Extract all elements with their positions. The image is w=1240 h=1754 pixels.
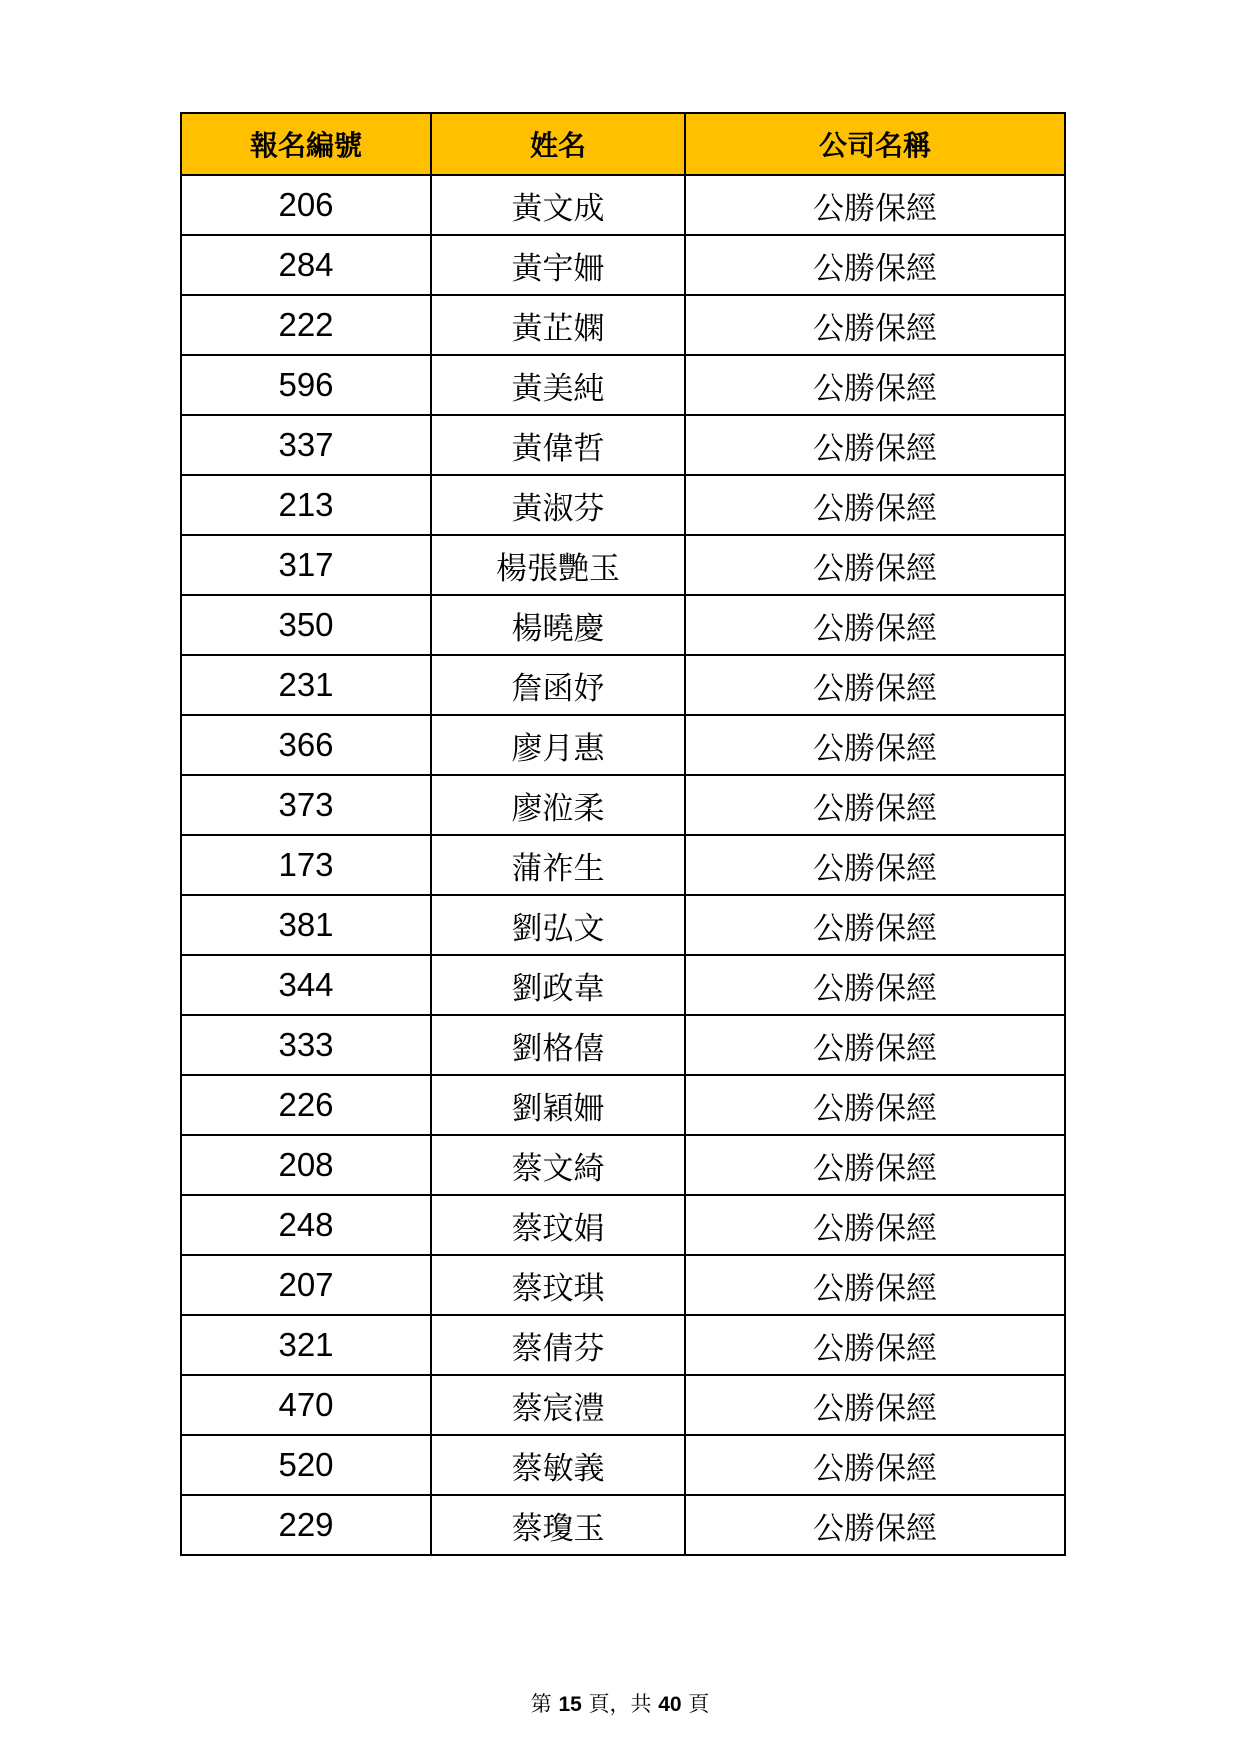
registration-number-cell: 208 (181, 1135, 431, 1195)
registration-number-cell: 231 (181, 655, 431, 715)
company-cell: 公勝保經 (685, 1195, 1065, 1255)
column-header-registration-number: 報名編號 (181, 113, 431, 175)
registration-number-cell: 248 (181, 1195, 431, 1255)
registration-number-cell: 470 (181, 1375, 431, 1435)
name-cell: 蔡敏義 (431, 1435, 685, 1495)
company-cell: 公勝保經 (685, 1315, 1065, 1375)
company-cell: 公勝保經 (685, 535, 1065, 595)
name-cell: 蔡瓊玉 (431, 1495, 685, 1555)
registration-number-cell: 173 (181, 835, 431, 895)
registration-number-cell: 381 (181, 895, 431, 955)
registration-number-cell: 321 (181, 1315, 431, 1375)
company-cell: 公勝保經 (685, 955, 1065, 1015)
name-cell: 劉弘文 (431, 895, 685, 955)
company-cell: 公勝保經 (685, 415, 1065, 475)
registration-number-cell: 213 (181, 475, 431, 535)
registration-number-cell: 333 (181, 1015, 431, 1075)
table-row (181, 1135, 1065, 1195)
registration-number-cell: 373 (181, 775, 431, 835)
company-cell: 公勝保經 (685, 1495, 1065, 1555)
name-cell: 廖月惠 (431, 715, 685, 775)
name-cell: 蔡倩芬 (431, 1315, 685, 1375)
table-row (181, 775, 1065, 835)
name-cell: 楊曉慶 (431, 595, 685, 655)
company-cell: 公勝保經 (685, 715, 1065, 775)
company-cell: 公勝保經 (685, 1435, 1065, 1495)
company-cell: 公勝保經 (685, 475, 1065, 535)
table-row (181, 475, 1065, 535)
registration-number-cell: 284 (181, 235, 431, 295)
table-row (181, 1495, 1065, 1555)
name-cell: 劉格僖 (431, 1015, 685, 1075)
table-header-row (181, 113, 1065, 175)
table-row (181, 835, 1065, 895)
company-cell: 公勝保經 (685, 775, 1065, 835)
name-cell: 劉穎姍 (431, 1075, 685, 1135)
table-row (181, 1015, 1065, 1075)
name-cell: 黃偉哲 (431, 415, 685, 475)
footer-prefix: 第 (530, 1692, 552, 1716)
column-header-name: 姓名 (431, 113, 685, 175)
table-row (181, 1375, 1065, 1435)
page-footer (0, 1688, 1240, 1718)
registration-number-cell: 520 (181, 1435, 431, 1495)
footer-suffix: 頁 (688, 1692, 710, 1716)
name-cell: 詹函妤 (431, 655, 685, 715)
table-row (181, 895, 1065, 955)
table-row (181, 955, 1065, 1015)
company-cell: 公勝保經 (685, 895, 1065, 955)
table-row (181, 1195, 1065, 1255)
table-row (181, 295, 1065, 355)
company-cell: 公勝保經 (685, 655, 1065, 715)
footer-middle: 頁，共 (588, 1692, 652, 1716)
registration-number-cell: 337 (181, 415, 431, 475)
company-cell: 公勝保經 (685, 1075, 1065, 1135)
name-cell: 蔡文綺 (431, 1135, 685, 1195)
table-row (181, 415, 1065, 475)
company-cell: 公勝保經 (685, 1255, 1065, 1315)
table-row (181, 715, 1065, 775)
name-cell: 劉政韋 (431, 955, 685, 1015)
table-row (181, 1255, 1065, 1315)
company-cell: 公勝保經 (685, 175, 1065, 235)
registration-table (180, 112, 1066, 1556)
registration-number-cell: 317 (181, 535, 431, 595)
table-row (181, 1315, 1065, 1375)
table-row (181, 535, 1065, 595)
name-cell: 黃宇姍 (431, 235, 685, 295)
company-cell: 公勝保經 (685, 835, 1065, 895)
company-cell: 公勝保經 (685, 235, 1065, 295)
registration-number-cell: 207 (181, 1255, 431, 1315)
table-row (181, 355, 1065, 415)
company-cell: 公勝保經 (685, 1015, 1065, 1075)
name-cell: 廖涖柔 (431, 775, 685, 835)
registration-number-cell: 229 (181, 1495, 431, 1555)
company-cell: 公勝保經 (685, 355, 1065, 415)
current-page-number: 15 (558, 1693, 582, 1716)
company-cell: 公勝保經 (685, 295, 1065, 355)
table-row (181, 235, 1065, 295)
company-cell: 公勝保經 (685, 595, 1065, 655)
name-cell: 蔡宸澧 (431, 1375, 685, 1435)
table-row (181, 655, 1065, 715)
table-row (181, 1435, 1065, 1495)
company-cell: 公勝保經 (685, 1375, 1065, 1435)
column-header-company: 公司名稱 (685, 113, 1065, 175)
company-cell: 公勝保經 (685, 1135, 1065, 1195)
table-body (181, 175, 1065, 1555)
registration-number-cell: 344 (181, 955, 431, 1015)
total-page-count: 40 (658, 1693, 682, 1716)
name-cell: 蒲祚生 (431, 835, 685, 895)
name-cell: 黃淑芬 (431, 475, 685, 535)
registration-number-cell: 226 (181, 1075, 431, 1135)
name-cell: 黃文成 (431, 175, 685, 235)
table-row (181, 595, 1065, 655)
name-cell: 楊張艷玉 (431, 535, 685, 595)
name-cell: 黃美純 (431, 355, 685, 415)
registration-number-cell: 596 (181, 355, 431, 415)
table-row (181, 175, 1065, 235)
registration-number-cell: 350 (181, 595, 431, 655)
name-cell: 蔡玟娟 (431, 1195, 685, 1255)
name-cell: 蔡玟琪 (431, 1255, 685, 1315)
registration-number-cell: 366 (181, 715, 431, 775)
registration-number-cell: 222 (181, 295, 431, 355)
table-row (181, 1075, 1065, 1135)
name-cell: 黃芷嫻 (431, 295, 685, 355)
registration-number-cell: 206 (181, 175, 431, 235)
